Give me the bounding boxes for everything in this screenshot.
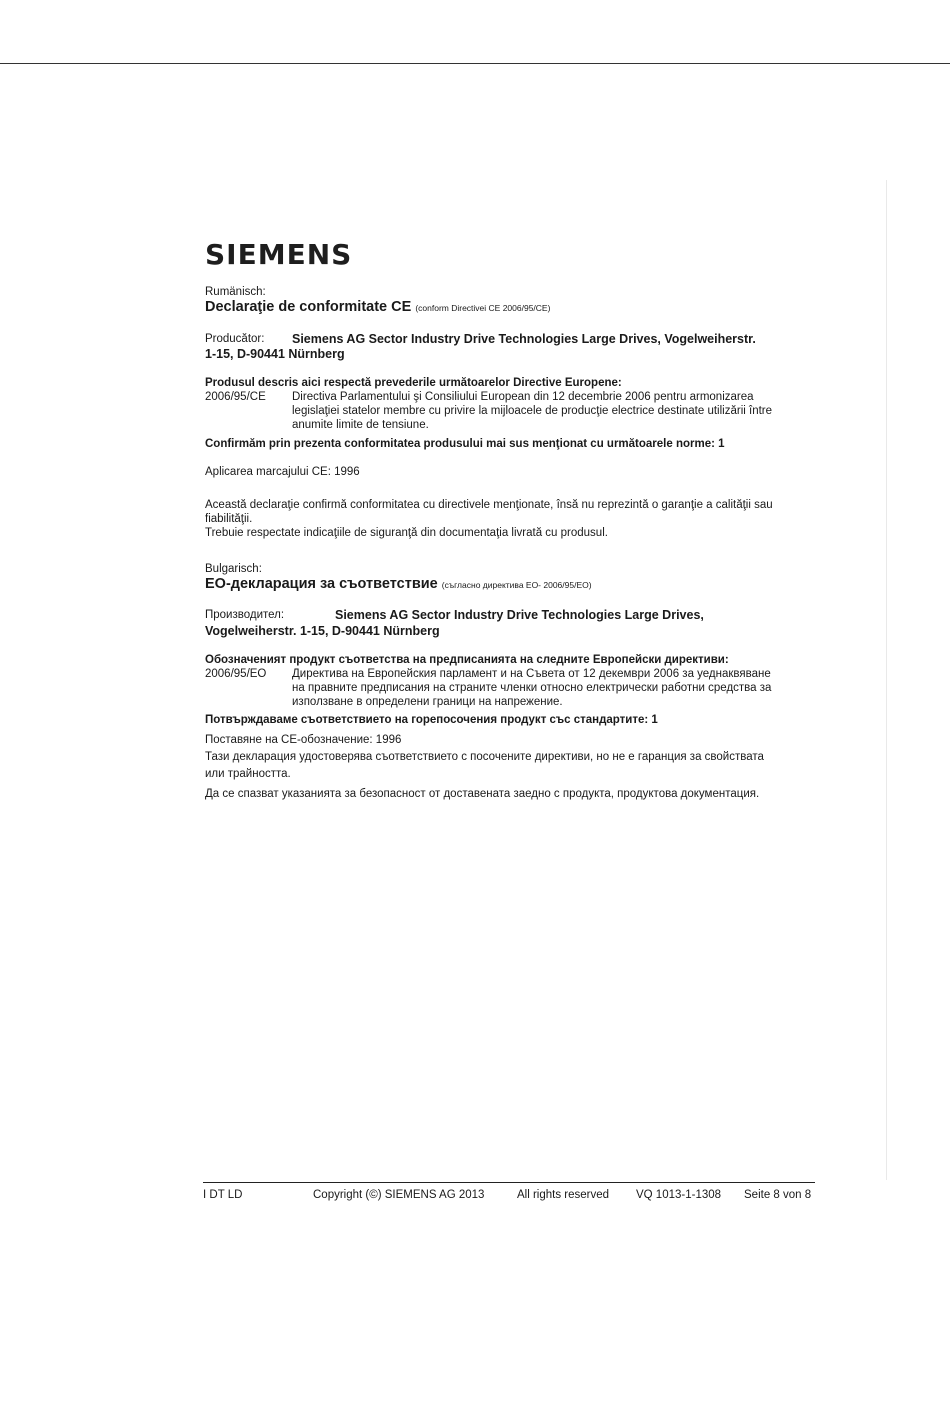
- siemens-logo: SIEMENS: [205, 238, 353, 271]
- bg-directive-text-1: Директива на Европейския парламент и на Съвета от 12 декември 2006 за уеднаквяване: [292, 668, 771, 680]
- bg-title: [205, 577, 592, 592]
- footer-rights: All rights reserved: [517, 1189, 610, 1201]
- bg-manufacturer-line1: Siemens AG Sector Industry Drive Technologies Large Drives,: [335, 608, 704, 622]
- ro-confirmation: Confirmăm prin prezenta conformitatea produsului mai sus menţionat cu următoarele norme: 1: [205, 438, 725, 450]
- ro-note-3: Trebuie respectate indicaţiile de siguranţă din documentaţia livrată cu produsul.: [205, 527, 608, 539]
- ro-language-label: Rumänisch:: [205, 286, 266, 298]
- bg-manufacturer-label: Производител:: [205, 609, 285, 621]
- ro-directive-text-2: legislaţiei statelor membre cu privire la mijloacele de producţie electrice destinate utilizării între: [292, 405, 773, 417]
- bg-note-2: или трайността.: [205, 768, 291, 780]
- ro-note-1: Această declaraţie confirmă conformitatea cu directivele menţionate, însă nu reprezintă o garanţie a calităţii sau: [205, 499, 773, 511]
- ro-manufacturer-label: Producător:: [205, 333, 265, 345]
- bg-title-note: (съгласно директива ЕО- 2006/95/ЕО): [441, 580, 592, 590]
- bg-directives-heading: Обозначеният продукт съответства на предписанията на следните Европейски директиви:: [205, 654, 729, 666]
- bg-note-1: Тази декларация удостоверява съответствието с посочените директиви, но не е гаранция за свойствата: [205, 751, 764, 763]
- ro-manufacturer-line1: Siemens AG Sector Industry Drive Technologies Large Drives, Vogelweiherstr.: [292, 332, 756, 346]
- bg-manufacturer-line2: Vogelweiherstr. 1-15, D-90441 Nürnberg: [205, 624, 440, 638]
- ro-title-note: (conform Directivei CE 2006/95/CE): [415, 303, 551, 313]
- ro-directive-text-3: anumite limite de tensiune.: [292, 419, 429, 431]
- footer-doc-id: VQ 1013-1-1308: [636, 1189, 722, 1201]
- ro-manufacturer-line2: 1-15, D-90441 Nürnberg: [205, 347, 345, 361]
- bg-title-text: ЕО-декларация за съответствие: [205, 576, 438, 592]
- ro-ce-marking: Aplicarea marcajului CE: 1996: [205, 466, 360, 478]
- ro-title-text: Declaraţie de conformitate CE: [205, 299, 412, 315]
- ro-title: [205, 300, 550, 315]
- bg-directive-code: 2006/95/EO: [205, 668, 267, 680]
- footer-page-number: Seite 8 von 8: [744, 1189, 812, 1201]
- bg-confirmation: Потвърждаваме съответствието на горепосочения продукт със стандартите: 1: [205, 714, 658, 726]
- ro-note-2: fiabilităţii.: [205, 513, 253, 525]
- bg-language-label: Bulgarisch:: [205, 563, 262, 575]
- footer-dept: I DT LD: [203, 1189, 243, 1201]
- footer-rule: [203, 1182, 815, 1183]
- scan-edge-shadow: [886, 180, 887, 1180]
- ro-directive-code: 2006/95/CE: [205, 391, 266, 403]
- bg-note-3: Да се спазват указанията за безопасност от доставената заедно с продукта, продуктова документация.: [205, 788, 760, 800]
- top-rule: [0, 63, 950, 64]
- bg-directive-text-2: на правните предписания на страните членки относно електрически работни средства за: [292, 682, 772, 694]
- ro-directives-heading: Produsul descris aici respectă prevederile următoarelor Directive Europene:: [205, 377, 622, 389]
- bg-directive-text-3: използване в определени граници на напрежение.: [292, 696, 563, 708]
- ro-directive-text-1: Directiva Parlamentului şi Consiliului European din 12 decembrie 2006 pentru armonizarea: [292, 391, 754, 403]
- footer-copyright: Copyright (©) SIEMENS AG 2013: [313, 1189, 485, 1201]
- bg-ce-marking: Поставяне на СЕ-обозначение: 1996: [205, 734, 402, 746]
